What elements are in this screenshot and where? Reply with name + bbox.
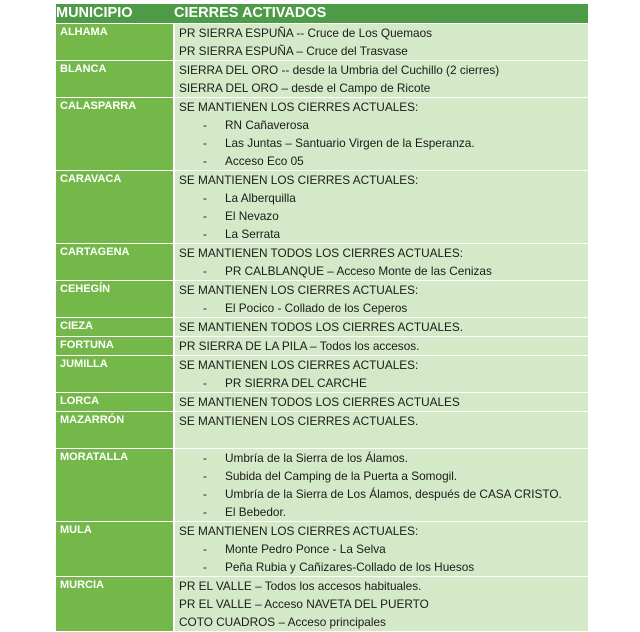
bullet-item <box>175 485 588 503</box>
bullet-dash-icon: - <box>203 209 207 223</box>
bullet-text: El Bebedor. <box>225 505 286 519</box>
bullet-dash-icon: - <box>203 301 207 315</box>
bullet-dash-icon: - <box>203 505 207 519</box>
closure-line: PR EL VALLE – Todos los accesos habituales. <box>179 579 422 593</box>
closure-line: SIERRA DEL ORO -- desde la Umbria del Cuchillo (2 cierres) <box>179 63 500 77</box>
bullet-dash-icon: - <box>203 227 207 241</box>
bullet-item <box>175 467 588 485</box>
table-row <box>56 393 588 412</box>
bullet-text: Subida del Camping de la Puerta a Somogil. <box>225 469 458 483</box>
cierres-cell <box>174 281 588 318</box>
bullet-dash-icon: - <box>203 136 207 150</box>
bullet-item <box>175 374 588 392</box>
closure-line: SE MANTIENEN LOS CIERRES ACTUALES: <box>179 100 419 114</box>
bullet-text: Acceso Eco 05 <box>225 154 304 168</box>
cierres-cell <box>174 412 588 449</box>
municipio-cell: MURCIA <box>56 577 174 632</box>
bullet-item <box>175 225 588 243</box>
closure-line: PR SIERRA ESPUÑA – Cruce del Trasvase <box>179 44 408 58</box>
cierres-cell <box>174 98 588 171</box>
bullet-dash-icon: - <box>203 469 207 483</box>
table-row <box>56 337 588 356</box>
municipio-cell: FORTUNA <box>56 337 174 356</box>
table-row <box>56 412 588 449</box>
closure-line: SIERRA DEL ORO – desde el Campo de Ricote <box>179 81 431 95</box>
bullet-text: Monte Pedro Ponce - La Selva <box>225 542 386 556</box>
bullet-text: Umbría de la Sierra de los Álamos. <box>225 451 408 465</box>
bullet-dash-icon: - <box>203 451 207 465</box>
closure-line: PR EL VALLE – Acceso NAVETA DEL PUERTO <box>179 597 429 611</box>
cierres-cell <box>174 522 588 577</box>
cierres-cell <box>174 577 588 632</box>
bullet-text: La Alberquilla <box>225 191 296 205</box>
closure-line: SE MANTIENEN TODOS LOS CIERRES ACTUALES <box>179 395 460 409</box>
municipio-cell: CARAVACA <box>56 171 174 244</box>
cierres-cell <box>174 24 588 61</box>
bullet-text: El Pocico - Collado de los Ceperos <box>225 301 408 315</box>
bullet-text: La Serrata <box>225 227 281 241</box>
municipio-cell: CARTAGENA <box>56 244 174 281</box>
bullet-item <box>175 207 588 225</box>
table-row <box>56 98 588 171</box>
bullet-item <box>175 134 588 152</box>
municipio-cell: MULA <box>56 522 174 577</box>
bullet-text: Peña Rubia y Cañizares-Collado de los Huesos <box>225 560 475 574</box>
table-row <box>56 24 588 61</box>
bullet-item <box>175 262 588 280</box>
bullet-item <box>175 152 588 170</box>
cierres-cell <box>174 244 588 281</box>
municipio-cell: MAZARRÓN <box>56 412 174 449</box>
bullet-dash-icon: - <box>203 264 207 278</box>
closure-line: SE MANTIENEN LOS CIERRES ACTUALES: <box>179 358 419 372</box>
closure-line: SE MANTIENEN TODOS LOS CIERRES ACTUALES: <box>179 246 464 260</box>
bullet-item <box>175 299 588 317</box>
bullet-dash-icon: - <box>203 542 207 556</box>
closure-line: SE MANTIENEN TODOS LOS CIERRES ACTUALES. <box>179 320 464 334</box>
closure-line: SE MANTIENEN LOS CIERRES ACTUALES: <box>179 283 419 297</box>
bullet-dash-icon: - <box>203 376 207 390</box>
bullet-item <box>175 503 588 521</box>
bullet-dash-icon: - <box>203 560 207 574</box>
empty-line <box>175 430 588 448</box>
table-row <box>56 61 588 98</box>
cierres-table <box>56 4 588 632</box>
municipio-cell: CALASPARRA <box>56 98 174 171</box>
bullet-item <box>175 540 588 558</box>
bullet-text: PR SIERRA DEL CARCHE <box>225 376 367 390</box>
header-municipio: MUNICIPIO <box>56 4 174 24</box>
bullet-dash-icon: - <box>203 191 207 205</box>
municipio-cell: ALHAMA <box>56 24 174 61</box>
table-body <box>56 24 588 632</box>
cierres-cell <box>174 171 588 244</box>
closure-line: PR SIERRA DE LA PILA – Todos los accesos. <box>179 339 420 353</box>
table-header-row <box>56 4 588 24</box>
table-row <box>56 449 588 522</box>
municipio-cell: CEHEGÍN <box>56 281 174 318</box>
cierres-cell <box>174 393 588 412</box>
table-row <box>56 171 588 244</box>
cierres-cell <box>174 337 588 356</box>
municipio-cell: CIEZA <box>56 318 174 337</box>
bullet-text: PR CALBLANQUE – Acceso Monte de las Cenizas <box>225 264 492 278</box>
bullet-dash-icon: - <box>203 487 207 501</box>
closure-line: COTO CUADROS – Acceso principales <box>179 615 386 629</box>
municipio-cell: LORCA <box>56 393 174 412</box>
bullet-item <box>175 189 588 207</box>
cierres-cell <box>174 449 588 522</box>
bullet-item <box>175 558 588 576</box>
bullet-text: Umbría de la Sierra de Los Álamos, después de CASA CRISTO. <box>225 487 562 501</box>
cierres-cell <box>174 356 588 393</box>
bullet-dash-icon: - <box>203 154 207 168</box>
bullet-item <box>175 449 588 467</box>
municipio-cell: MORATALLA <box>56 449 174 522</box>
table-row <box>56 577 588 632</box>
cierres-cell <box>174 61 588 98</box>
bullet-text: El Nevazo <box>225 209 279 223</box>
table-row <box>56 318 588 337</box>
table-row <box>56 281 588 318</box>
municipio-cell: JUMILLA <box>56 356 174 393</box>
closure-line: SE MANTIENEN LOS CIERRES ACTUALES: <box>179 173 419 187</box>
closure-line: SE MANTIENEN LOS CIERRES ACTUALES. <box>179 414 419 428</box>
bullet-item <box>175 116 588 134</box>
table-row <box>56 356 588 393</box>
header-cierres-activados: CIERRES ACTIVADOS <box>174 4 588 24</box>
bullet-dash-icon: - <box>203 118 207 132</box>
closure-line: SE MANTIENEN LOS CIERRES ACTUALES: <box>179 524 419 538</box>
municipio-cell: BLANCA <box>56 61 174 98</box>
closure-line: PR SIERRA ESPUÑA -- Cruce de Los Quemaos <box>179 26 433 40</box>
table-row <box>56 244 588 281</box>
table-row <box>56 522 588 577</box>
bullet-text: Las Juntas – Santuario Virgen de la Esperanza. <box>225 136 475 150</box>
cierres-cell <box>174 318 588 337</box>
bullet-text: RN Cañaverosa <box>225 118 309 132</box>
